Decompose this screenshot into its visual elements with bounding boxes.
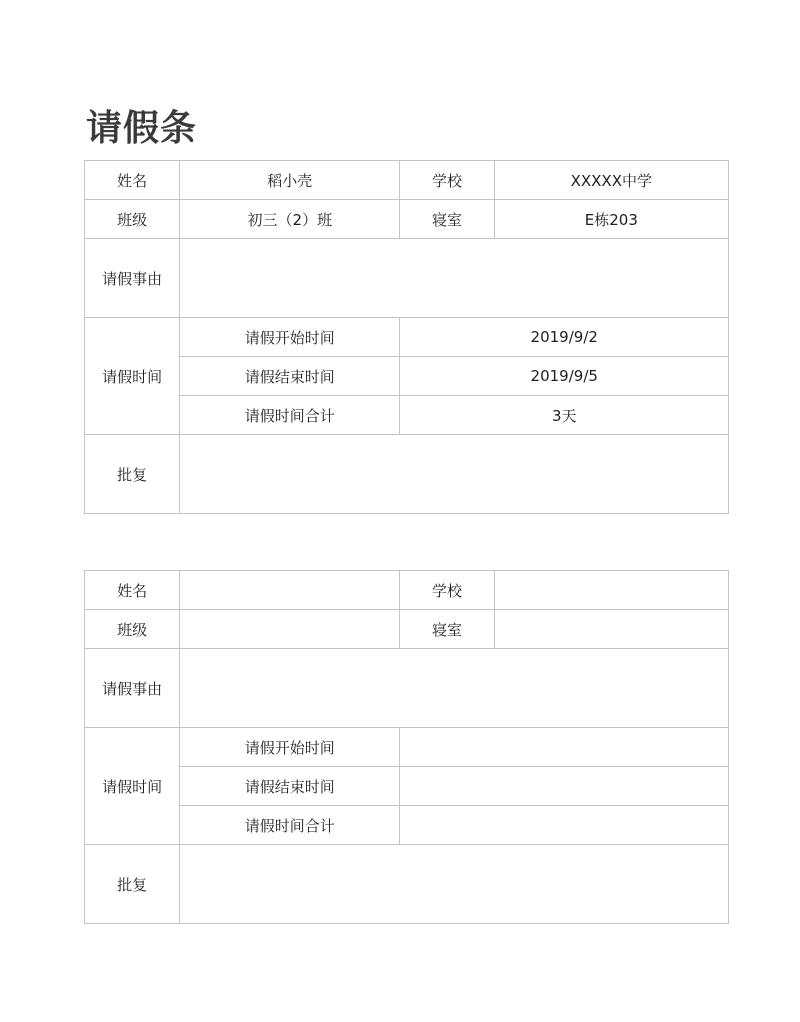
leave-form-blank [84, 570, 729, 924]
dorm-label: 寝室 [400, 610, 494, 649]
start-label: 请假开始时间 [180, 318, 400, 357]
start-value[interactable] [400, 728, 729, 767]
end-value[interactable] [400, 767, 729, 806]
end-time-row [85, 357, 729, 396]
class-value[interactable]: 初三（2）班 [180, 200, 400, 239]
dorm-value[interactable]: E栋203 [494, 200, 728, 239]
approval-label: 批复 [85, 845, 180, 924]
name-label: 姓名 [85, 161, 180, 200]
reason-value[interactable] [180, 649, 729, 728]
approval-label: 批复 [85, 435, 180, 514]
total-label: 请假时间合计 [180, 806, 400, 845]
approval-value[interactable] [180, 845, 729, 924]
reason-value[interactable] [180, 239, 729, 318]
name-school-row [85, 571, 729, 610]
class-dorm-row [85, 200, 729, 239]
time-label: 请假时间 [85, 318, 180, 435]
reason-label: 请假事由 [85, 239, 180, 318]
approval-row [85, 435, 729, 514]
approval-value[interactable] [180, 435, 729, 514]
end-label: 请假结束时间 [180, 767, 400, 806]
name-value[interactable] [180, 571, 400, 610]
total-time-row [85, 806, 729, 845]
name-value[interactable]: 稻小壳 [180, 161, 400, 200]
start-time-row [85, 728, 729, 767]
dorm-label: 寝室 [400, 200, 494, 239]
approval-row [85, 845, 729, 924]
class-label: 班级 [85, 610, 180, 649]
class-dorm-row [85, 610, 729, 649]
class-label: 班级 [85, 200, 180, 239]
page-title: 请假条 [86, 108, 198, 149]
end-time-row [85, 767, 729, 806]
school-label: 学校 [400, 161, 494, 200]
total-value[interactable]: 3天 [400, 396, 729, 435]
end-value[interactable]: 2019/9/5 [400, 357, 729, 396]
end-label: 请假结束时间 [180, 357, 400, 396]
total-label: 请假时间合计 [180, 396, 400, 435]
reason-label: 请假事由 [85, 649, 180, 728]
name-label: 姓名 [85, 571, 180, 610]
school-value[interactable] [494, 571, 728, 610]
reason-row [85, 649, 729, 728]
start-value[interactable]: 2019/9/2 [400, 318, 729, 357]
reason-row [85, 239, 729, 318]
leave-form-filled [84, 160, 729, 514]
start-time-row [85, 318, 729, 357]
time-label: 请假时间 [85, 728, 180, 845]
class-value[interactable] [180, 610, 400, 649]
dorm-value[interactable] [494, 610, 728, 649]
total-time-row [85, 396, 729, 435]
school-value[interactable]: XXXXX中学 [494, 161, 728, 200]
school-label: 学校 [400, 571, 494, 610]
start-label: 请假开始时间 [180, 728, 400, 767]
total-value[interactable] [400, 806, 729, 845]
name-school-row [85, 161, 729, 200]
